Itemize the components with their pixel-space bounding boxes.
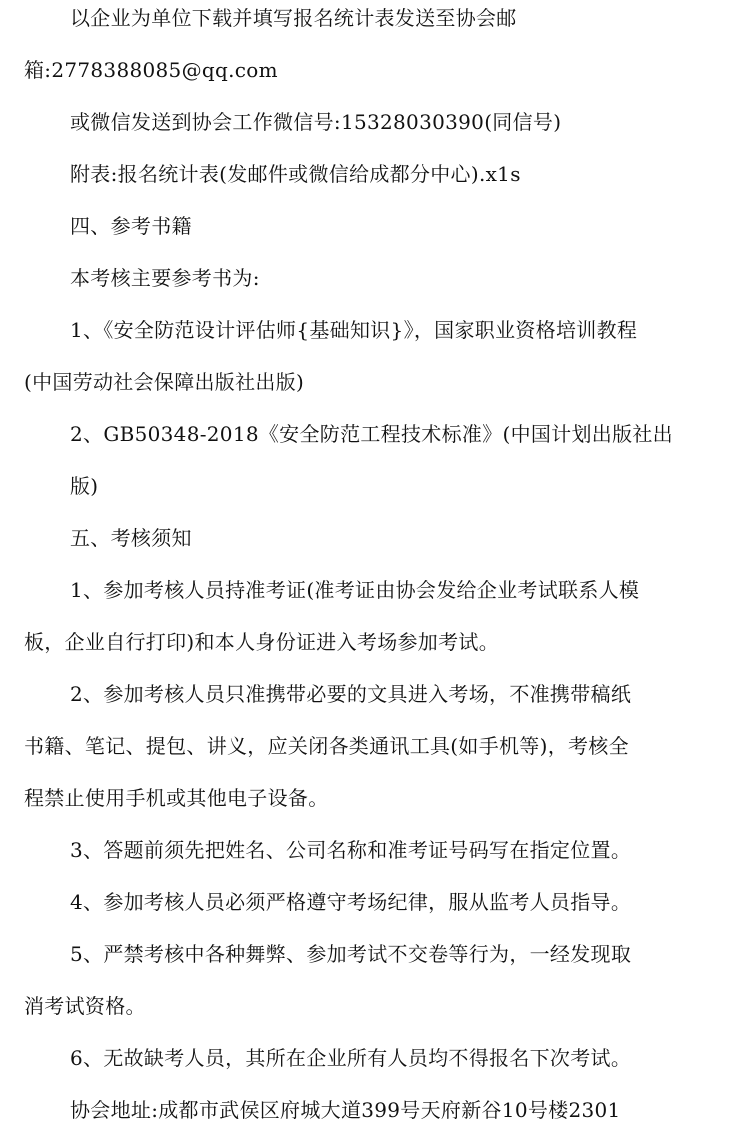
section-heading-reference-books: 四、参考书籍 (70, 214, 192, 238)
text-line-registration-email: 以企业为单位下载并填写报名统计表发送至协会邮 (70, 6, 517, 30)
list-item-notice-5-cont: 消考试资格。 (24, 994, 146, 1018)
text-line-association-address: 协会地址:成都市武侯区府城大道399号天府新谷10号楼2301 (70, 1098, 621, 1122)
list-item-notice-2-cont: 书籍、笔记、提包、讲义，应关闭各类通讯工具(如手机等)，考核全 (24, 734, 629, 758)
section-heading-exam-notice: 五、考核须知 (70, 526, 192, 550)
text-line-email-address: 箱:2778388085@qq.com (24, 58, 278, 82)
list-item-notice-6: 6、无故缺考人员，其所在企业所有人员均不得报名下次考试。 (70, 1046, 632, 1070)
list-item-notice-2: 2、参加考核人员只准携带必要的文具进入考场，不准携带稿纸 (70, 682, 632, 706)
text-line-attachment: 附表:报名统计表(发邮件或微信给成都分中心).x1s (70, 162, 521, 186)
list-item-book-2-cont: 版) (70, 474, 99, 498)
list-item-notice-1: 1、参加考核人员持准考证(准考证由协会发给企业考试联系人模 (70, 578, 640, 602)
list-item-notice-4: 4、参加考核人员必须严格遵守考场纪律，服从监考人员指导。 (70, 890, 632, 914)
list-item-notice-3: 3、答题前须先把姓名、公司名称和准考证号码写在指定位置。 (70, 838, 632, 862)
list-item-book-1-cont: (中国劳动社会保障出版社出版) (24, 370, 305, 394)
text-line-wechat: 或微信发送到协会工作微信号:15328030390(同信号) (70, 110, 562, 134)
list-item-book-1: 1、《安全防范设计评估师{基础知识}》，国家职业资格培训教程 (70, 318, 638, 342)
list-item-book-2: 2、GB50348-2018《安全防范工程技术标准》(中国计划出版社出 (70, 422, 673, 446)
text-line-reference-intro: 本考核主要参考书为: (70, 266, 260, 290)
list-item-notice-2-cont2: 程禁止使用手机或其他电子设备。 (24, 786, 329, 810)
list-item-notice-1-cont: 板，企业自行打印)和本人身份证进入考场参加考试。 (24, 630, 500, 654)
list-item-notice-5: 5、严禁考核中各种舞弊、参加考试不交卷等行为，一经发现取 (70, 942, 632, 966)
